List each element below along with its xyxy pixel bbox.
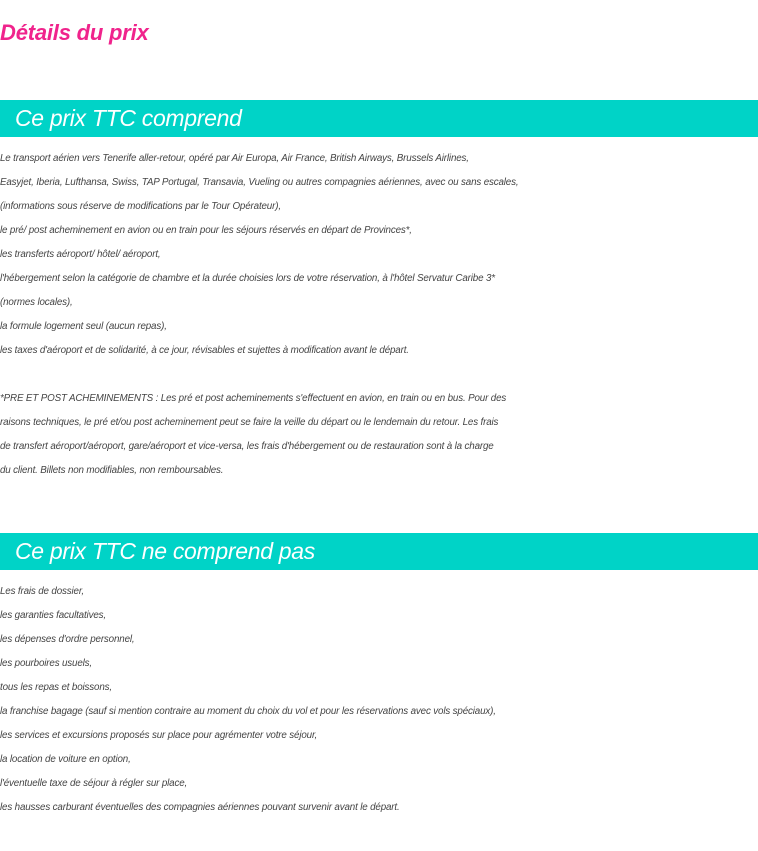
- included-line: les transferts aéroport/ hôtel/ aéroport,: [0, 249, 161, 260]
- excluded-line: les services et excursions proposés sur place pour agrémenter votre séjour,: [0, 730, 318, 741]
- transfer-note-line: raisons techniques, le pré et/ou post acheminement peut se faire la veille du départ ou le lendemain du retour. Les frais: [0, 417, 499, 428]
- included-line: Easyjet, Iberia, Lufthansa, Swiss, TAP Portugal, Transavia, Vueling ou autres compagnies aériennes, avec ou sans escales,: [0, 177, 519, 188]
- excluded-line: les garanties facultatives,: [0, 610, 106, 621]
- paragraph-spacer: [0, 363, 758, 387]
- included-line: (informations sous réserve de modifications par le Tour Opérateur),: [0, 201, 281, 212]
- included-line: la formule logement seul (aucun repas),: [0, 321, 167, 332]
- excluded-line: la location de voiture en option,: [0, 754, 131, 765]
- transfer-note-line: *PRE ET POST ACHEMINEMENTS : Les pré et post acheminements s'effectuent en avion, en train ou en bus. Pour des: [0, 393, 507, 404]
- excluded-line: tous les repas et boissons,: [0, 682, 112, 693]
- excluded-section-header: Ce prix TTC ne comprend pas: [0, 533, 758, 570]
- excluded-line: les hausses carburant éventuelles des compagnies aériennes pouvant survenir avant le départ.: [0, 802, 400, 813]
- excluded-line: la franchise bagage (sauf si mention contraire au moment du choix du vol et pour les réservations avec vols spéciaux),: [0, 706, 496, 717]
- excluded-line: l'éventuelle taxe de séjour à régler sur place,: [0, 778, 188, 789]
- included-line: (normes locales),: [0, 297, 73, 308]
- page-title: Détails du prix: [0, 20, 149, 45]
- excluded-line: les pourboires usuels,: [0, 658, 92, 669]
- included-line: le pré/ post acheminement en avion ou en train pour les séjours réservés en départ de Provinces*,: [0, 225, 412, 236]
- excluded-section-body: [0, 580, 758, 820]
- included-section-body: [0, 147, 758, 483]
- transfer-note-line: du client. Billets non modifiables, non remboursables.: [0, 465, 224, 476]
- transfer-note-line: de transfert aéroport/aéroport, gare/aéroport et vice-versa, les frais d'hébergement ou de restauration sont à la charge: [0, 441, 494, 452]
- included-section-header: Ce prix TTC comprend: [0, 100, 758, 137]
- included-line: les taxes d'aéroport et de solidarité, à ce jour, révisables et sujettes à modification avant le départ.: [0, 345, 409, 356]
- excluded-line: Les frais de dossier,: [0, 586, 84, 597]
- included-line: l'hébergement selon la catégorie de chambre et la durée choisies lors de votre réservation, à l'hôtel Servatur Caribe 3*: [0, 273, 495, 284]
- included-line: Le transport aérien vers Tenerife aller-retour, opéré par Air Europa, Air France, British Airways, Brussels Airlines,: [0, 153, 469, 164]
- excluded-line: les dépenses d'ordre personnel,: [0, 634, 135, 645]
